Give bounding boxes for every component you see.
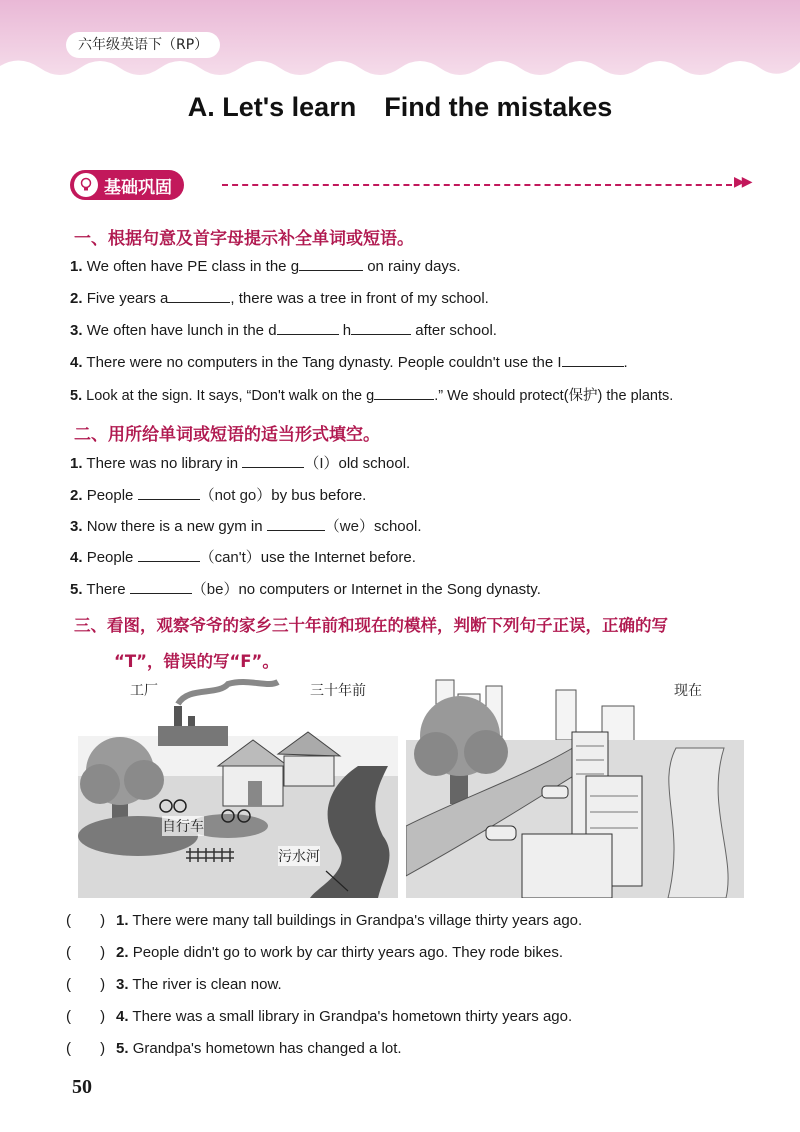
title-part2: Find the mistakes <box>384 92 613 122</box>
answer-paren[interactable]: ( ) <box>66 944 106 961</box>
answer-paren[interactable]: ( ) <box>66 976 106 993</box>
answer-blank[interactable] <box>138 547 200 562</box>
village-past-drawing <box>78 676 398 898</box>
answer-blank[interactable] <box>267 516 325 531</box>
answer-blank[interactable] <box>351 320 411 335</box>
answer-paren[interactable]: ( ) <box>66 1008 106 1025</box>
label-river: 污水河 <box>278 846 320 866</box>
part2-question-3: 3. Now there is a new gym in （we）school. <box>70 518 422 535</box>
lightbulb-icon <box>74 173 98 197</box>
part1-question-5: 5. Look at the sign. It says, “Don't walk on the g .” We should protect(保护) the plants. <box>70 384 673 405</box>
illustration-now <box>406 676 744 902</box>
section-badge <box>70 170 184 200</box>
part1-question-4: 4. There were no computers in the Tang dynasty. People couldn't use the I . <box>70 354 628 371</box>
label-past: 三十年前 <box>310 683 366 699</box>
double-arrow-icon: ▶▶ <box>734 174 750 190</box>
label-bike: 自行车 <box>162 816 204 836</box>
page-number: 50 <box>72 1076 92 1098</box>
illustration-past <box>78 676 398 902</box>
book-tag: 六年级英语下（RP） <box>66 32 220 58</box>
part2-heading: 二、用所给单词或短语的适当形式填空。 <box>74 425 380 445</box>
tf-question-3: ( ) 3. The river is clean now. <box>66 976 282 993</box>
village-now-drawing <box>406 676 744 898</box>
page-title <box>0 92 800 123</box>
answer-blank[interactable] <box>130 579 192 594</box>
tf-question-4: ( ) 4. There was a small library in Grandpa's hometown thirty years ago. <box>66 1008 573 1025</box>
title-part1: A. Let's learn <box>187 92 357 122</box>
answer-blank[interactable] <box>277 320 339 335</box>
answer-blank[interactable] <box>138 485 200 500</box>
tf-question-2: ( ) 2. People didn't go to work by car thirty years ago. They rode bikes. <box>66 944 563 961</box>
section-badge-label: 基础巩固 <box>104 177 172 198</box>
part1-question-2: 2. Five years a , there was a tree in front of my school. <box>70 290 489 307</box>
answer-blank[interactable] <box>562 352 624 367</box>
section-divider <box>222 184 732 186</box>
part2-question-5: 5. There （be）no computers or Internet in the Song dynasty. <box>70 581 541 598</box>
answer-blank[interactable] <box>374 385 434 400</box>
header-band <box>0 0 800 90</box>
tf-question-1: ( ) 1. There were many tall buildings in Grandpa's village thirty years ago. <box>66 912 583 929</box>
part2-question-2: 2. People （not go）by bus before. <box>70 487 367 504</box>
label-factory: 工厂 <box>130 683 158 699</box>
answer-blank[interactable] <box>168 288 230 303</box>
part3-heading-line1: 三、看图，观察爷爷的家乡三十年前和现在的模样，判断下列句子正误，正确的写 <box>74 616 668 635</box>
label-now: 现在 <box>674 683 702 699</box>
part3-heading-line2: “T”，错误的写“F”。 <box>114 652 279 671</box>
part1-question-3: 3. We often have lunch in the d h after school. <box>70 322 497 339</box>
answer-blank[interactable] <box>242 453 304 468</box>
answer-paren[interactable]: ( ) <box>66 912 106 929</box>
part1-heading: 一、根据句意及首字母提示补全单词或短语。 <box>74 229 414 249</box>
part2-question-4: 4. People （can't）use the Internet before. <box>70 549 416 566</box>
part2-question-1: 1. There was no library in （I）old school. <box>70 455 411 472</box>
answer-paren[interactable]: ( ) <box>66 1040 106 1057</box>
part1-question-1: 1. We often have PE class in the g on rainy days. <box>70 258 461 275</box>
tf-question-5: ( ) 5. Grandpa's hometown has changed a lot. <box>66 1040 402 1057</box>
answer-blank[interactable] <box>299 256 363 271</box>
